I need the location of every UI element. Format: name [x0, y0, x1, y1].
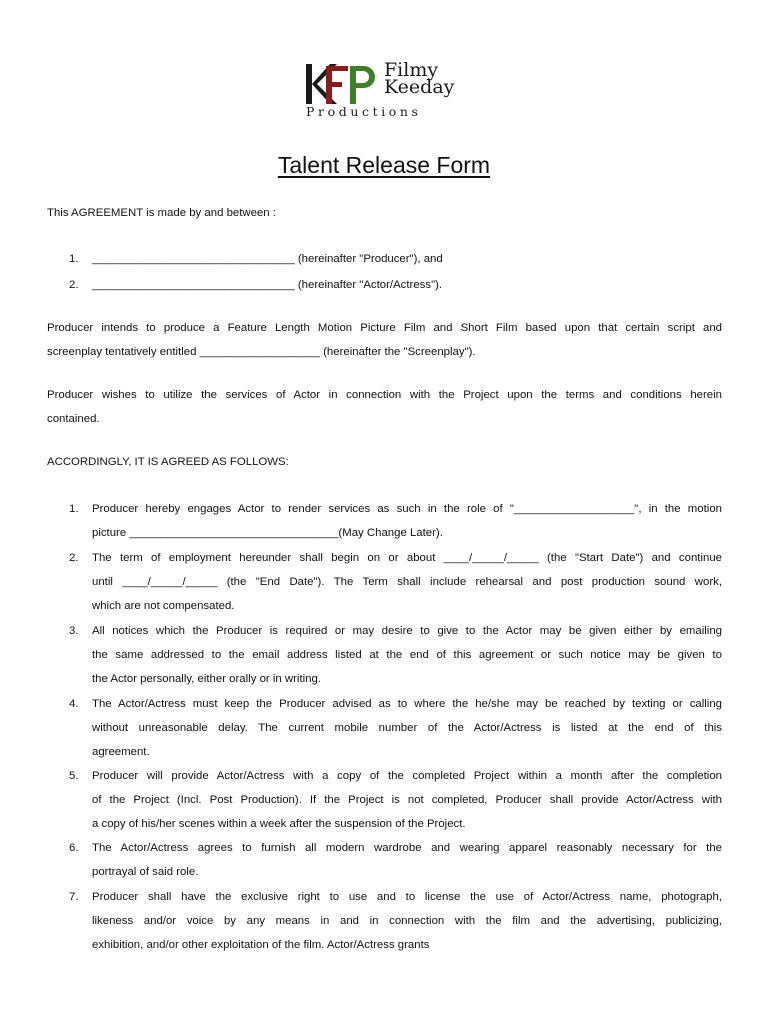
clause-number: 7. — [69, 891, 79, 903]
clause-line: The Actor/Actress agrees to furnish all modern wardrobe and wearing apparel reasonably necessary for the — [92, 842, 722, 854]
clause-number: 5. — [69, 770, 79, 782]
kfp-logo-mark — [304, 62, 380, 106]
clause-text — [92, 619, 722, 691]
company-logo — [304, 60, 474, 120]
clause-text — [92, 546, 722, 618]
clause-line: a copy of his/her scenes within a week after the suspension of the Project. — [92, 818, 466, 830]
clause-line: All notices which the Producer is required or may desire to give to the Actor may be given either by emailing — [92, 625, 722, 637]
paragraph-line: Producer wishes to utilize the services of Actor in connection with the Project upon the terms and conditions herein — [47, 389, 722, 401]
clause-number: 4. — [69, 698, 79, 710]
intro-text: This AGREEMENT is made by and between : — [47, 207, 276, 219]
clause-line: Producer will provide Actor/Actress with a copy of the completed Project within a month after the completion — [92, 770, 722, 782]
clause-number: 2. — [69, 552, 79, 564]
clause-number: 6. — [69, 842, 79, 854]
page-title: Talent Release Form — [277, 152, 491, 178]
clause-line: likeness and/or voice by any means in and in connection with the film and the advertising, publicizing, — [92, 915, 722, 927]
clause-text — [92, 497, 722, 545]
clause-line: agreement. — [92, 746, 150, 758]
paragraph-services — [47, 383, 722, 431]
clause-text — [92, 764, 722, 836]
clause-line: The Actor/Actress must keep the Producer advised as to where the he/she may be reached by texting or calling — [92, 698, 722, 710]
clause-line: until ____/_____/_____ (the "End Date"). The Term shall include rehearsal and post production sound work, — [92, 576, 722, 588]
clause-text — [92, 692, 722, 764]
clause-line: Producer hereby engages Actor to render services as such in the role of "___________________", in the motion — [92, 503, 722, 515]
logo-name-line1: Filmy — [384, 59, 439, 81]
clause-line: portrayal of said role. — [92, 866, 199, 878]
clause-text — [92, 885, 722, 957]
party-number: 1. — [69, 253, 79, 265]
clause-line: exhibition, and/or other exploitation of the film. Actor/Actress grants — [92, 939, 430, 951]
clause-line: picture _________________________________(May Change Later). — [92, 527, 443, 539]
logo-name-line2: Keeday — [384, 76, 455, 98]
party-text: ________________________________ (hereinafter "Actor/Actress"). — [92, 279, 443, 291]
paragraph-production — [47, 316, 722, 364]
clause-number: 3. — [69, 625, 79, 637]
clause-line: the same addressed to the email address listed at the end of this agreement or such notice may be given to — [92, 649, 722, 661]
paragraph-line: contained. — [47, 413, 100, 425]
clause-line: of the Project (Incl. Post Production). If the Project is not completed, Producer shall provide Actor/Actress with — [92, 794, 722, 806]
clause-line: the Actor personally, either orally or in writing. — [92, 673, 321, 685]
party-text: ________________________________ (hereinafter "Producer"), and — [92, 253, 443, 265]
clause-text — [92, 836, 722, 884]
clause-line: Producer shall have the exclusive right to use and to license the use of Actor/Actress name, photograph, — [92, 891, 722, 903]
clause-line: The term of employment hereunder shall begin on or about ____/_____/_____ (the "Start Date") and continue — [92, 552, 722, 564]
paragraph-line: screenplay tentatively entitled ___________________ (hereinafter the "Screenplay"). — [47, 346, 476, 358]
party-number: 2. — [69, 279, 79, 291]
paragraph-line: Producer intends to produce a Feature Length Motion Picture Film and Short Film based upon that certain script and — [47, 322, 722, 334]
clause-line: which are not compensated. — [92, 600, 235, 612]
clause-line: without unreasonable delay. The current mobile number of the Actor/Actress is listed at the end of this — [92, 722, 722, 734]
clause-number: 1. — [69, 503, 79, 515]
logo-name — [384, 59, 455, 98]
agreed-heading: ACCORDINGLY, IT IS AGREED AS FOLLOWS: — [47, 456, 289, 468]
logo-subtitle: Productions — [306, 104, 422, 119]
